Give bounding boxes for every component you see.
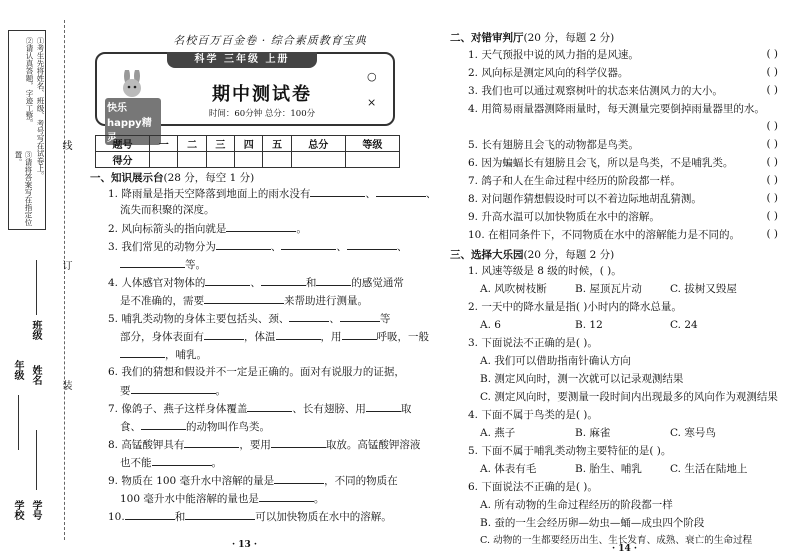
question-2: 2. 风向标箭头的指向就是 。 (108, 223, 307, 235)
judge-10: 10. 在相同条件下，不同物质在水中的溶解能力是不同的。 (468, 229, 741, 241)
answer-blank[interactable] (261, 275, 306, 286)
q-text: 1. 降雨量是指天空降落到地面上的雨水没有 (108, 188, 311, 200)
score-cell[interactable] (291, 152, 345, 168)
answer-blank[interactable] (125, 509, 175, 520)
q-text: 也不能 (120, 457, 152, 469)
exam-info: 时间：60分钟 总分：100分 (208, 109, 316, 119)
cut-label-ding: 订 (60, 260, 71, 270)
choice-4-option-b[interactable]: B. 麻雀 (575, 427, 611, 439)
choice-1-option-c[interactable]: C. 拔树又毁屋 (670, 283, 737, 295)
section-2-points: (20 分，每题 2 分) (523, 32, 615, 44)
q-text: 取放。高锰酸钾溶液 (325, 439, 421, 451)
q-text: 4. 人体感官对物体的 (108, 277, 206, 289)
answer-blank[interactable] (271, 437, 326, 448)
judge-3: 3. 我们也可以通过观察树叶的状态来估测风力的大小。 (468, 85, 723, 97)
q-text: 的动物叫作鸟类。 (186, 421, 270, 433)
q-text: 可以加快物质在水中的溶解。 (255, 511, 392, 523)
section-1-points: (28 分，每空 1 分) (163, 172, 255, 184)
q-text: ，不同的物质在 (324, 475, 398, 487)
student-id-field-line[interactable] (36, 430, 37, 490)
q-text: ，用 (320, 331, 342, 343)
answer-blank[interactable] (204, 329, 244, 340)
choice-2-option-c[interactable]: C. 24 (670, 319, 698, 331)
answer-blank[interactable] (152, 455, 212, 466)
question-9 (108, 473, 398, 488)
note-1: ①考生先将姓名、班级、考号写在试卷上。 (36, 37, 45, 180)
question-7 (108, 401, 411, 416)
score-cell[interactable] (178, 152, 206, 168)
choice-6-option-a[interactable]: A. 所有动物的生命过程经历的阶段都一样 (480, 499, 673, 511)
judge-5: 5. 长有翅膀且会飞的动物都是鸟类。 (468, 139, 639, 151)
answer-blank[interactable] (340, 311, 380, 322)
score-header: 总分 (291, 136, 345, 152)
judge-2: 2. 风向标是测定风向的科学仪器。 (468, 67, 629, 79)
score-cell[interactable] (345, 152, 399, 168)
q-text: 10. (108, 511, 125, 523)
score-cell[interactable] (206, 152, 234, 168)
answer-blank[interactable] (281, 239, 336, 250)
score-header-row (96, 136, 400, 152)
score-table (95, 135, 400, 168)
circle-mark-icon: ○ (367, 70, 377, 83)
section-3-points: (20 分，每题 2 分) (523, 249, 615, 261)
title-box (95, 52, 395, 144)
question-9-cont: 100 毫升水中能溶解的量也是 。 (120, 493, 325, 505)
question-1: 1. 降雨量是指天空降落到地面上的雨水没有 、 、 (108, 188, 437, 200)
score-cell[interactable] (235, 152, 263, 168)
question-5: 5. 哺乳类动物的身体主要包括头、颈、 、 等 (108, 313, 391, 325)
note-3: ③请将答案写在指定位置。 (14, 151, 33, 226)
question-1-cont: 流失而积聚的深度。 (120, 204, 215, 216)
section-1-name: 一、知识展示台 (90, 172, 164, 184)
answer-blank[interactable] (347, 239, 397, 250)
question-5-cont (120, 329, 429, 344)
section-2-title (450, 30, 614, 45)
judge-9: 9. 升高水温可以加快物质在水中的溶解。 (468, 211, 660, 223)
score-cell[interactable] (150, 152, 178, 168)
score-header: 二 (178, 136, 206, 152)
judge-answer-9[interactable]: ( ) (766, 210, 778, 222)
judge-answer-3[interactable]: ( ) (766, 84, 778, 96)
q-text: 9. 物质在 100 毫升水中溶解的量是 (108, 475, 275, 487)
grade-field-label: 年级 (12, 360, 23, 380)
question-6: 6. 我们的猜想和假设并不一定是正确的。面对有说服力的证据， (108, 366, 405, 378)
choice-3-option-a[interactable]: A. 我们可以借助指南针确认方向 (480, 355, 631, 367)
side-strip (8, 30, 46, 520)
happy-elf-logo (105, 70, 161, 144)
choice-3: 3. 下面说法不正确的是( )。 (468, 337, 598, 349)
judge-6: 6. 因为蝙蝠长有翅膀且会飞，所以是鸟类，不是哺乳类。 (468, 157, 734, 169)
question-3: 3. 我们常见的动物分为 、 、 、 (108, 241, 408, 253)
choice-2-option-b[interactable]: B. 12 (575, 319, 603, 331)
q-text: 等 (379, 313, 391, 325)
student-id-field-label: 学号 (30, 500, 41, 520)
section-2-name: 二、对错审判厅 (450, 32, 524, 44)
judge-8: 8. 对问题作猜想假设时可以不着边际地胡乱猜测。 (468, 193, 702, 205)
answer-blank[interactable] (131, 383, 216, 394)
q-text: 5. 哺乳类动物的身体主要包括头、颈、 (108, 313, 290, 325)
judge-answer-10[interactable]: ( ) (766, 228, 778, 240)
score-header: 四 (235, 136, 263, 152)
school-field-label: 学校 (12, 500, 23, 520)
question-7-cont (120, 419, 270, 434)
answer-blank[interactable] (184, 437, 239, 448)
q-text: 和 (174, 511, 186, 523)
answer-blank[interactable] (342, 329, 377, 340)
q-text: 8. 高锰酸钾具有 (108, 439, 185, 451)
answer-blank[interactable] (259, 491, 314, 502)
q-text: 。 (215, 385, 226, 397)
section-3-name: 三、选择大乐园 (450, 249, 524, 261)
judge-answer-1[interactable]: ( ) (766, 48, 778, 60)
answer-blank[interactable] (216, 239, 271, 250)
q-text: 7. 像鸽子、燕子这样身体覆盖 (108, 403, 248, 415)
q-text: ，哺乳。 (165, 349, 207, 361)
q-text: 2. 风向标箭头的指向就是 (108, 223, 227, 235)
choice-6-option-b[interactable]: B. 蚕的一生会经历卵—幼虫—蛹—成虫四个阶段 (480, 517, 705, 529)
logo-text: 快乐happy精灵 (105, 98, 161, 145)
judge-7: 7. 鸽子和人在生命过程中经历的阶段都一样。 (468, 175, 681, 187)
q-text: 是不准确的，需要 (120, 295, 204, 307)
page-number-left: · 13 · (232, 540, 258, 550)
judge-4: 4. 用简易雨量器测降雨量时，每天测量完要倒掉雨量器里的水。 (468, 103, 765, 115)
answer-blank[interactable] (141, 419, 186, 430)
choice-5: 5. 下面不属于哺乳类动物主要特征的是( )。 (468, 445, 672, 457)
cut-label-xian: 线 (60, 140, 71, 150)
right-page (400, 0, 800, 557)
answer-blank[interactable] (120, 257, 185, 268)
q-text: 和 (305, 277, 317, 289)
question-6-cont (120, 383, 226, 398)
page-number-right: · 14 · (612, 544, 638, 554)
answer-blank[interactable] (274, 473, 324, 484)
question-10 (108, 509, 392, 524)
question-5-cont-2 (120, 347, 207, 362)
answer-blank[interactable] (289, 311, 329, 322)
q-text: 、长有翅膀、用 (292, 403, 366, 415)
choice-5-option-a[interactable]: A. 体表有毛 (480, 463, 537, 475)
choice-6: 6. 下面说法不正确的是( )。 (468, 481, 598, 493)
q-text: 3. 我们常见的动物分为 (108, 241, 216, 253)
score-cell[interactable] (263, 152, 291, 168)
class-field-line[interactable] (36, 260, 37, 315)
choice-3-option-b[interactable]: B. 测定风向时，测一次就可以记录观测结果 (480, 373, 684, 385)
q-text: 等。 (185, 259, 206, 271)
section-3-title (450, 247, 614, 262)
cross-mark-icon: × (367, 96, 377, 109)
q-text: 部分，身体表面有 (120, 331, 204, 343)
choice-2: 2. 一天中的降水量是指( )小时内的降水总量。 (468, 301, 682, 313)
q-text: 来帮助进行测量。 (284, 295, 368, 307)
choice-3-option-c[interactable]: C. 测定风向时，要测量一段时间内出现最多的风向作为观测结果 (480, 391, 778, 403)
score-row (96, 152, 400, 168)
score-header: 题号 (96, 136, 150, 152)
choice-6-option-c[interactable]: C. 动物的一生都要经历出生、生长发育、成熟、衰亡的生命过程 (480, 535, 753, 546)
cut-line (64, 20, 65, 540)
judge-1: 1. 天气预报中说的风力指的是风速。 (468, 49, 639, 61)
choice-5-option-c[interactable]: C. 生活在陆地上 (670, 463, 748, 475)
notes-box (8, 30, 46, 230)
choice-4: 4. 下面不属于鸟类的是( )。 (468, 409, 598, 421)
q-text: 的感觉通常 (351, 277, 404, 289)
score-header: 等级 (345, 136, 399, 152)
judge-answer-8[interactable]: ( ) (766, 192, 778, 204)
answer-blank[interactable] (120, 347, 165, 358)
judge-answer-4[interactable]: ( ) (766, 120, 778, 132)
q-text: 呼吸，一般 (376, 331, 429, 343)
score-row-label: 得分 (96, 152, 150, 168)
question-4-cont (120, 293, 368, 308)
q-text: ，要用 (239, 439, 271, 451)
answer-blank[interactable] (316, 275, 351, 286)
cut-label-zhuang: 装 (60, 380, 71, 390)
q-text: ，体温 (244, 331, 276, 343)
score-header: 五 (263, 136, 291, 152)
slogan: 名校百万百金卷 · 综合素质教育宝典 (173, 34, 367, 47)
name-field-label: 姓名 (30, 365, 41, 385)
score-header: 三 (206, 136, 234, 152)
choice-1-option-a[interactable]: A. 风吹树枝断 (480, 283, 547, 295)
answer-blank[interactable] (276, 329, 321, 340)
choice-4-option-c[interactable]: C. 寒号鸟 (670, 427, 716, 439)
exam-title: 期中测试卷 (212, 84, 312, 105)
choice-4-option-a[interactable]: A. 燕子 (480, 427, 516, 439)
subject-bar: 科学 三年级 上册 (167, 52, 317, 68)
note-2: ②请认真答题，字迹工整。 (25, 37, 34, 127)
q-text: 食、 (120, 421, 141, 433)
class-field-label: 班级 (30, 320, 41, 340)
q-text: 取 (400, 403, 412, 415)
judge-answer-5[interactable]: ( ) (766, 138, 778, 150)
judge-answer-2[interactable]: ( ) (766, 66, 778, 78)
answer-blank[interactable] (310, 186, 365, 197)
answer-blank[interactable] (205, 275, 250, 286)
q-text: 100 毫升水中能溶解的量也是 (120, 493, 259, 505)
choice-1-option-b[interactable]: B. 屋顶瓦片动 (575, 283, 642, 295)
answer-blank[interactable] (366, 401, 401, 412)
question-8 (108, 437, 420, 452)
q-text: 要 (120, 385, 131, 397)
judge-answer-7[interactable]: ( ) (766, 174, 778, 186)
choice-1: 1. 风速等级是 8 级的时候，( )。 (468, 265, 622, 277)
choice-2-option-a[interactable]: A. 6 (480, 319, 501, 331)
grade-field-line[interactable] (18, 395, 19, 450)
answer-blank[interactable] (185, 509, 255, 520)
score-header: 一 (150, 136, 178, 152)
choice-5-option-b[interactable]: B. 胎生、哺乳 (575, 463, 642, 475)
question-8-cont: 也不能 。 (120, 457, 222, 469)
question-3-cont (120, 257, 206, 272)
answer-blank[interactable] (204, 293, 284, 304)
answer-blank[interactable] (226, 221, 296, 232)
question-4: 4. 人体感官对物体的 、 和 的感觉通常 (108, 277, 404, 289)
answer-blank[interactable] (247, 401, 292, 412)
section-1-title (90, 170, 254, 185)
judge-answer-6[interactable]: ( ) (766, 156, 778, 168)
